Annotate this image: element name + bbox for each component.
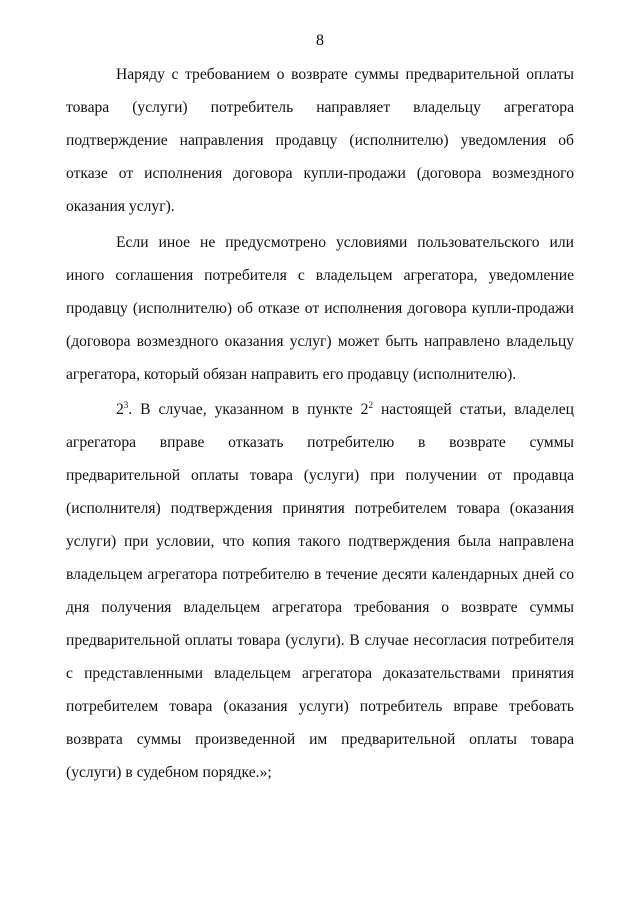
text-line: Наряду с требованием о возврате суммы предварительной оплаты	[116, 66, 574, 83]
item-sup: 3	[123, 399, 129, 410]
item-number: 2	[116, 401, 124, 418]
text-line: (услуги) в судебном порядке.»;	[66, 764, 272, 781]
text-line: предварительной оплаты товара (услуги) при получении от продавца	[66, 467, 574, 484]
text-line: предварительной оплаты товара (услуги). В случае несогласия потребителя	[66, 632, 574, 649]
text-line: потребителем товара (оказания услуги) потребитель вправе требовать	[66, 698, 574, 715]
ref-number: 2	[360, 401, 369, 418]
text-fragment: настоящей статьи, владелец	[380, 401, 575, 418]
text-line: агрегатора, который обязан направить его продавцу (исполнителю).	[66, 366, 517, 383]
text-line: владельцем агрегатора потребителю в течение десяти календарных дней со	[66, 566, 574, 583]
text-line: дня получения владельцем агрегатора требования о возврате суммы	[66, 599, 574, 616]
text-fragment: . В случае, указанном в пункте	[128, 401, 353, 418]
text-line: (договора возмездного оказания услуг) может быть направлено владельцу	[66, 333, 574, 350]
text-line: отказе от исполнения договора купли-продажи (договора возмездного	[66, 165, 574, 182]
text-line: с представленными владельцем агрегатора доказательствами принятия	[66, 665, 574, 682]
text-line: услуги) при условии, что копия такого подтверждения была направлена	[66, 533, 574, 550]
text-line: оказания услуг).	[66, 198, 175, 215]
text-line	[116, 400, 574, 420]
text-line: продавцу (исполнителю) об отказе от исполнения договора купли-продажи	[66, 300, 574, 317]
text-line: подтверждение направления продавцу (исполнителю) уведомления об	[66, 132, 574, 149]
page-number: 8	[316, 32, 324, 49]
ref-sup: 2	[368, 399, 373, 410]
text-line: возврата суммы произведенной им предварительной оплаты товара	[66, 731, 574, 748]
text-line: (исполнителя) подтверждения принятия потребителем товара (оказания	[66, 500, 574, 517]
text-line: агрегатора вправе отказать потребителю в возврате суммы	[66, 434, 574, 451]
text-line: Если иное не предусмотрено условиями пользовательского или	[116, 234, 574, 251]
text-line: товара (услуги) потребитель направляет владельцу агрегатора	[66, 99, 574, 116]
text-line: иного соглашения потребителя с владельцем агрегатора, уведомление	[66, 267, 574, 284]
